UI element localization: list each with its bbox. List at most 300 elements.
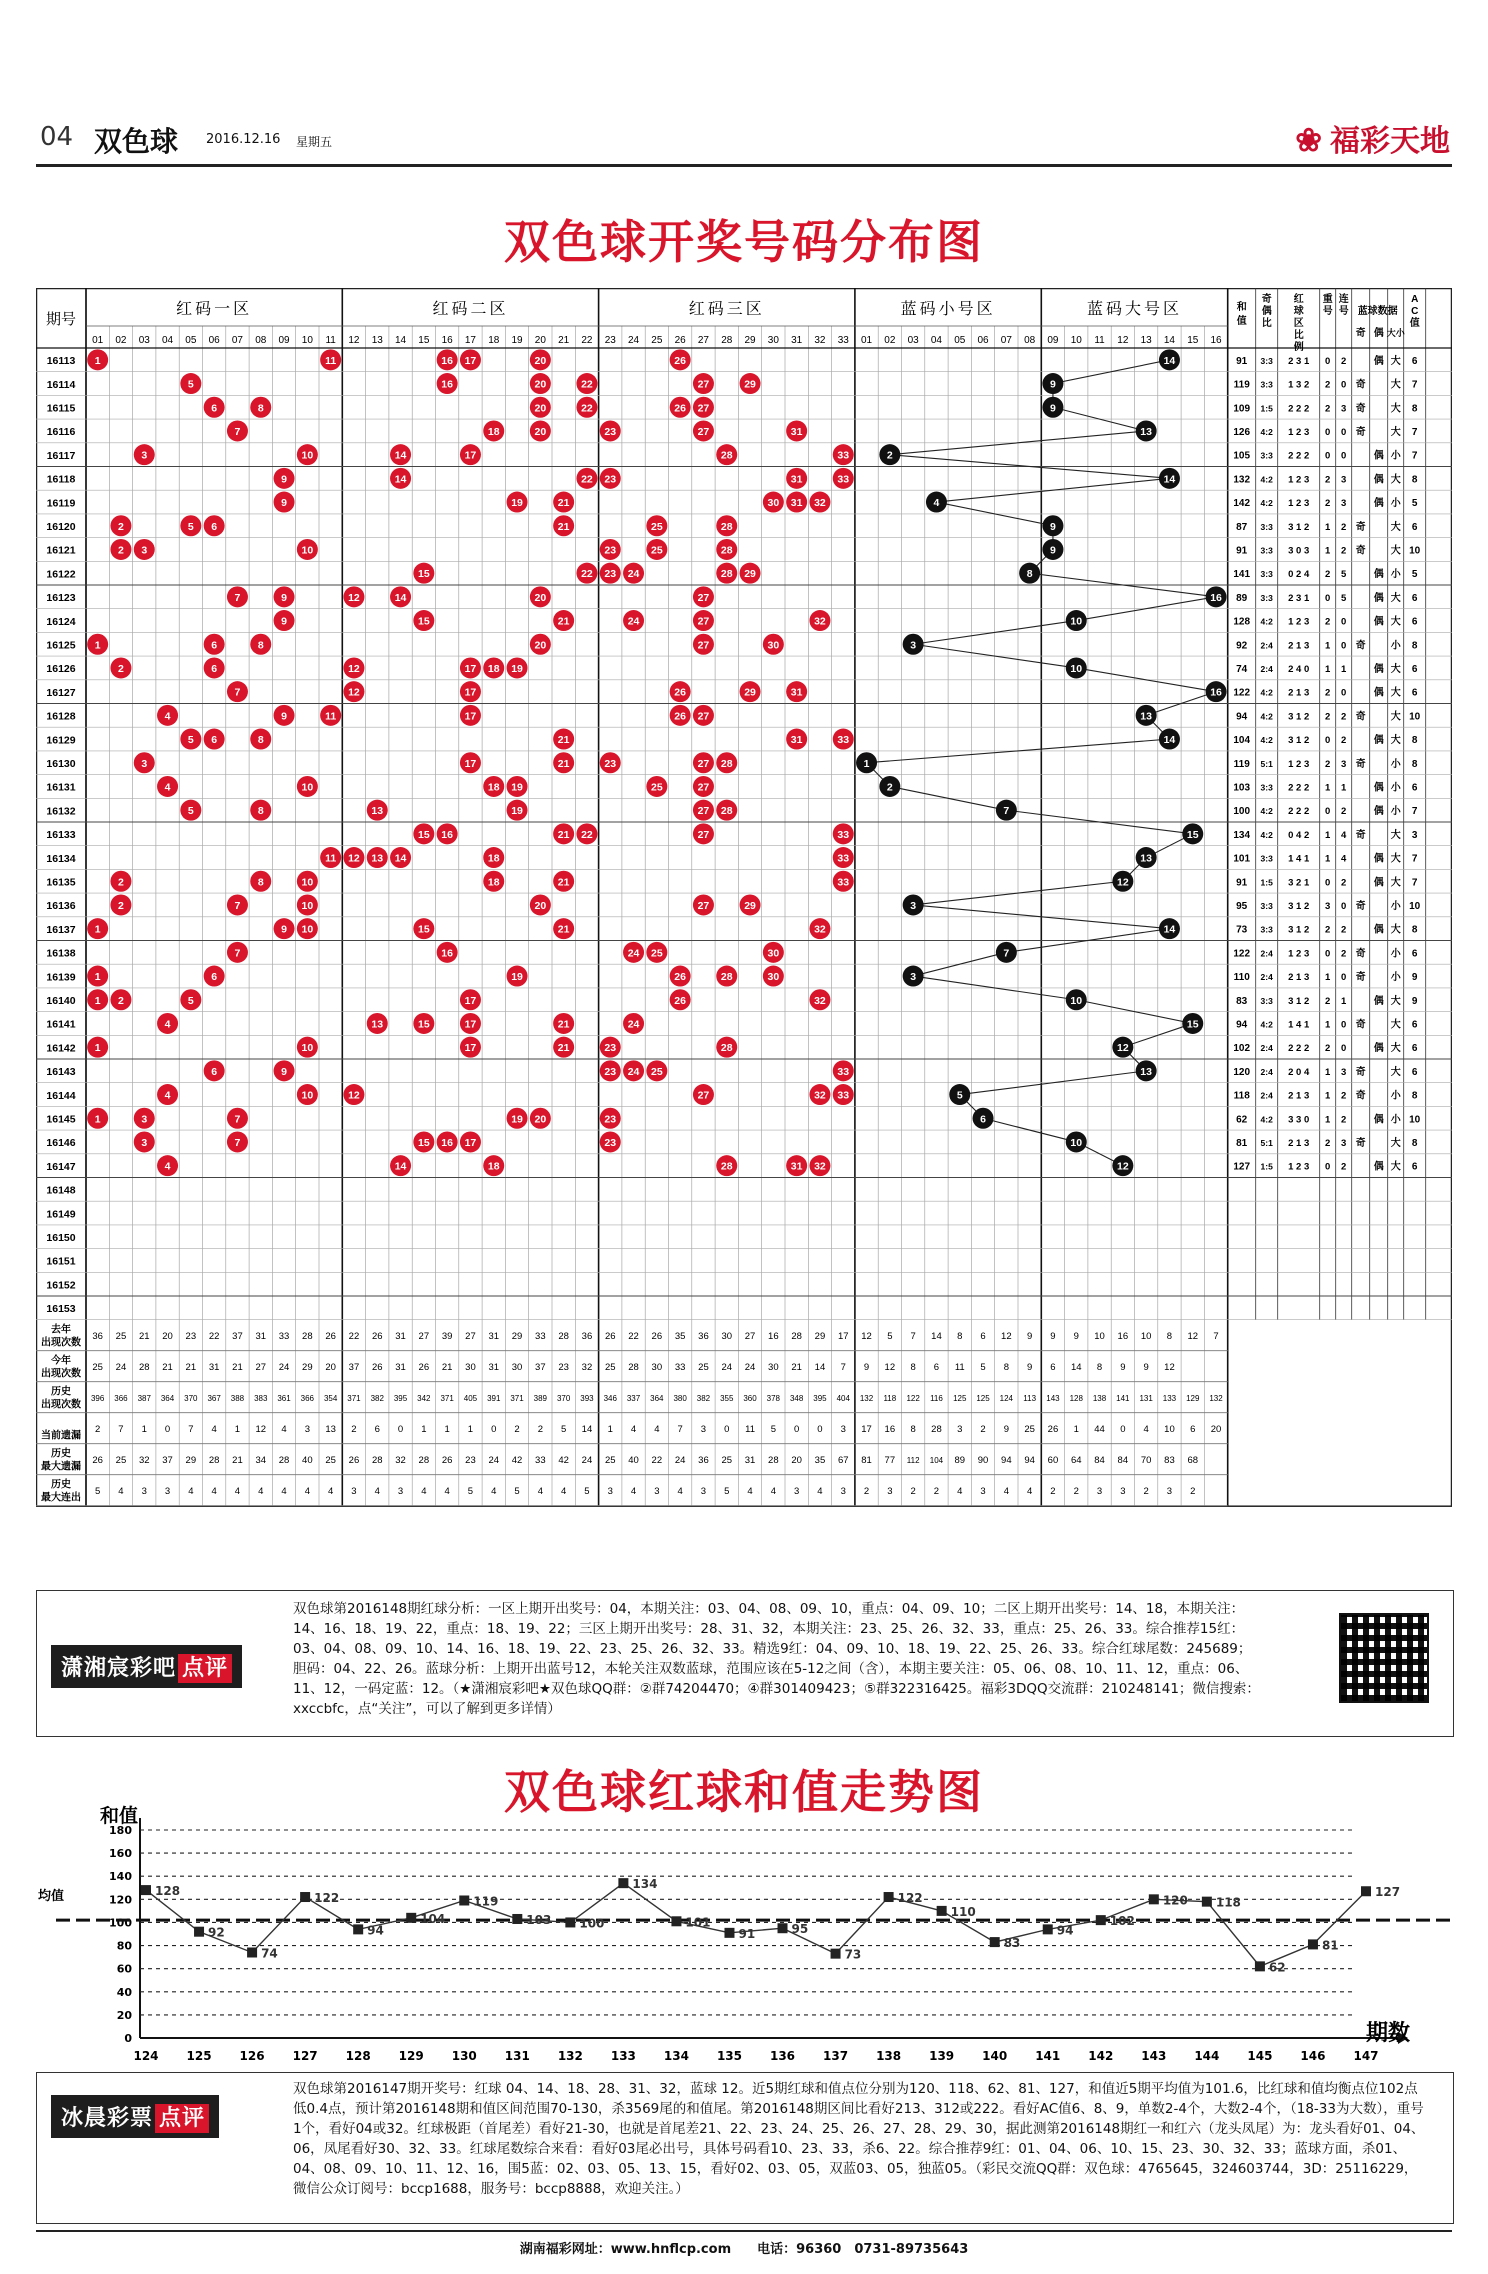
stat-header: 值 [1409,318,1420,329]
blue-odd: 奇 [1355,1137,1366,1149]
red-ball-number: 4 [164,1018,171,1031]
period-header: 期号 [45,311,77,328]
odd-even-ratio: 2:4 [1260,640,1273,651]
period-label: 16137 [46,923,76,936]
red-ball-number: 23 [604,568,617,581]
blue-ball-number: 2 [886,449,893,462]
consecutive-count: 0 [1341,1019,1347,1031]
stat-value: 4 [444,1486,450,1498]
red-ball-number: 6 [211,662,218,675]
trend-point [1043,1924,1053,1934]
stat-value: 28 [558,1331,569,1343]
period-label: 16138 [46,947,76,960]
stat-value: 81 [861,1455,872,1467]
zone-ratio: 1 2 3 [1288,758,1310,770]
repeat-count: 2 [1325,569,1331,581]
sum-value: 91 [1236,355,1248,367]
red-ball-number: 15 [418,1018,430,1031]
stat-value: 28 [768,1455,779,1467]
x-tick-label: 129 [398,2049,424,2060]
zone-ratio: 2 1 3 [1288,972,1310,984]
blue-size: 大 [1390,853,1401,865]
red-ball-number: 10 [301,449,314,462]
trend-data-label: 83 [1003,1936,1021,1951]
blue-size: 小 [1390,900,1401,912]
odd-even-ratio: 2:4 [1260,663,1273,674]
red-ball-number: 9 [281,923,287,936]
blue-ball-number: 12 [1117,1042,1129,1055]
stat-header: 比 [1261,318,1272,329]
blue-odd: 奇 [1355,521,1366,533]
red-ball-number: 10 [301,781,314,794]
stat-value: 8 [910,1362,916,1374]
stat-value: 7 [118,1424,124,1436]
stat-value: 4 [747,1486,753,1498]
sum-value: 134 [1233,829,1251,841]
blue-ball-number: 14 [1163,354,1176,367]
ac-value: 6 [1411,592,1418,604]
sum-value: 103 [1233,782,1251,794]
stat-value: 4 [118,1486,124,1498]
red-ball-number: 22 [581,378,593,391]
zone-ratio: 3 1 2 [1288,711,1310,723]
stat-value: 25 [604,1455,616,1467]
stat-value: 14 [931,1331,942,1343]
stat-value: 67 [837,1455,849,1467]
zone-ratio: 2 2 2 [1288,806,1310,818]
col-number-label: 09 [278,335,290,346]
stat-value: 25 [1024,1424,1035,1436]
red-ball-number: 20 [534,899,547,912]
col-number-label: 07 [231,335,244,346]
blue-even: 偶 [1373,1043,1384,1055]
stat-value: 10 [1164,1424,1175,1436]
odd-even-ratio: 4:2 [1260,1019,1273,1030]
x-tick-label: 135 [716,2049,743,2060]
stat-value: 4 [304,1486,310,1498]
stat-value: 7 [188,1424,194,1436]
sum-value: 87 [1236,521,1248,533]
trend-data-label: 110 [950,1904,976,1919]
sum-value: 122 [1233,687,1251,699]
stat-value: 30 [465,1362,476,1374]
ac-value: 8 [1411,1090,1418,1102]
stat-value: 42 [511,1455,523,1467]
stat-value: 16 [884,1424,896,1436]
stat-value: 5 [561,1424,567,1436]
stat-row-label: 历史 [51,1479,71,1491]
stat-header: 值 [1236,316,1247,327]
red-ball-number: 28 [720,757,733,770]
y-tick-label: 160 [109,1847,132,1861]
repeat-count: 2 [1325,616,1331,628]
blue-size: 大 [1390,592,1401,604]
red-ball-number: 25 [651,544,663,557]
stat-value: 4 [677,1486,683,1498]
red-ball-number: 23 [604,1065,617,1078]
ac-value: 6 [1411,687,1418,699]
stat-value: 4 [654,1424,660,1436]
red-ball-number: 3 [141,449,148,462]
stat-value: 8 [1003,1362,1009,1374]
col-number-label: 22 [581,335,593,346]
period-label: 16119 [46,497,76,510]
stat-value: 4 [421,1486,427,1498]
col-number-label: 14 [394,335,407,346]
blue-ball-number: 3 [910,899,917,912]
stat-value: 5 [514,1486,520,1498]
zone-ratio: 0 4 2 [1288,829,1310,841]
red-ball-number: 4 [164,781,171,794]
period-label: 16141 [46,1018,76,1031]
blue-ball-number: 13 [1140,425,1152,438]
blue-size: 小 [1390,1114,1401,1126]
red-ball-number: 17 [464,354,477,367]
red-ball-number: 21 [557,734,570,747]
red-ball-number: 17 [464,449,477,462]
red-ball-number: 19 [511,497,523,510]
stat-value: 0 [164,1424,171,1436]
x-tick-label: 136 [769,2049,796,2060]
stat-value: 60 [1047,1455,1059,1467]
ac-value: 7 [1411,426,1418,438]
consecutive-count: 5 [1341,569,1347,581]
trend-point [671,1916,681,1926]
blue-size: 大 [1390,355,1401,367]
trend-point [353,1924,363,1934]
period-label: 16113 [46,355,76,368]
red-ball-number: 28 [720,449,733,462]
stat-value: 2 [1073,1486,1079,1498]
red-ball-number: 21 [557,520,570,533]
odd-even-ratio: 2:4 [1260,1066,1273,1077]
red-ball-number: 27 [697,1089,710,1102]
repeat-count: 1 [1325,1019,1331,1031]
red-ball-number: 33 [837,1065,850,1078]
red-ball-number: 28 [720,805,733,818]
zone-ratio: 2 3 1 [1288,592,1310,604]
consecutive-count: 2 [1341,1161,1347,1173]
stat-value: 3 [141,1486,147,1498]
stat-value: 26 [418,1362,430,1374]
blue-ball-number: 3 [910,971,917,984]
stat-value: 3 [840,1424,846,1436]
stat-value: 24 [744,1362,756,1374]
stat-value: 342 [417,1394,431,1404]
col-number-label: 02 [884,335,896,346]
period-label: 16123 [46,592,76,605]
blue-size: 大 [1390,877,1401,889]
stat-value: 33 [535,1331,546,1343]
period-label: 16114 [46,378,76,391]
red-ball-number: 20 [534,1113,547,1126]
red-ball-number: 32 [814,994,826,1007]
stat-value: 2 [910,1486,916,1498]
stat-value: 2 [933,1486,940,1498]
stat-value: 391 [487,1394,501,1404]
trend-data-label: 74 [261,1946,278,1961]
stat-value: 1 [1073,1424,1079,1436]
red-ball-number: 14 [394,852,407,865]
stat-value: 29 [185,1455,197,1467]
red-ball-number: 18 [487,781,500,794]
red-ball-number: 17 [464,686,477,699]
blue-ball-number: 9 [1050,378,1056,391]
stat-value: 25 [92,1362,103,1374]
consecutive-count: 1 [1341,995,1347,1007]
red-ball-number: 28 [720,520,733,533]
red-ball-number: 16 [441,1136,453,1149]
stat-value: 8 [957,1331,963,1343]
stat-value: 132 [859,1394,874,1404]
red-ball-number: 29 [744,378,756,391]
red-ball-number: 14 [394,449,407,462]
section-title: 双色球 [94,125,179,158]
red-ball-number: 16 [441,828,453,841]
trend-data-label: 119 [473,1894,499,1909]
blue-size: 大 [1390,829,1401,841]
stat-value: 8 [1096,1362,1103,1374]
stat-value: 24 [488,1455,500,1467]
blue-ball-number: 7 [1003,805,1010,818]
repeat-count: 1 [1325,829,1331,841]
consecutive-count: 5 [1341,592,1347,604]
analysis-box-1 [36,1590,1454,1737]
y-tick-label: 40 [116,1985,132,1999]
red-ball-number: 12 [348,662,360,675]
blue-ball-number: 15 [1186,828,1199,841]
blue-odd: 奇 [1355,545,1366,557]
blue-ball-number: 13 [1140,710,1152,723]
consecutive-count: 0 [1341,426,1347,438]
qr-code-icon[interactable] [1339,1613,1429,1703]
trend-point [1202,1897,1212,1907]
blue-ball-number: 4 [933,497,940,510]
period-label: 16153 [46,1303,76,1316]
y-tick-label: 180 [109,1824,132,1837]
col-number-label: 12 [348,335,360,346]
zone-ratio: 0 2 4 [1288,569,1310,581]
repeat-count: 2 [1325,1137,1331,1149]
stat-value: 27 [744,1331,756,1343]
period-label: 16135 [46,876,76,889]
red-ball-number: 27 [697,781,710,794]
stat-value: 4 [1143,1424,1149,1436]
stat-value: 94 [1001,1455,1012,1467]
red-ball-number: 26 [674,354,686,367]
blue-ball-number: 14 [1163,734,1176,747]
stat-header: 蓝球数据 [1357,306,1398,317]
col-number-label: 32 [814,335,826,346]
repeat-count: 1 [1325,853,1331,865]
ac-value: 8 [1411,640,1418,652]
blue-even: 偶 [1373,877,1384,889]
period-label: 16117 [46,449,76,462]
stat-value: 113 [1023,1394,1037,1404]
ac-value: 10 [1409,1114,1421,1126]
repeat-count: 0 [1325,355,1331,367]
trend-point [884,1892,894,1902]
red-ball-number: 32 [814,1089,826,1102]
red-ball-number: 1 [94,354,101,367]
stat-value: 9 [1073,1331,1079,1343]
stat-value: 21 [162,1362,173,1374]
red-ball-number: 5 [187,378,194,391]
red-ball-number: 30 [767,947,780,960]
stat-value: 354 [323,1394,338,1404]
red-ball-number: 17 [464,1042,477,1055]
red-ball-number: 1 [94,971,101,984]
trend-data-label: 118 [1215,1895,1241,1910]
sum-value: 62 [1236,1114,1248,1126]
stat-header: 偶 [1261,306,1272,317]
zone-ratio: 3 1 2 [1288,924,1310,936]
col-number-label: 19 [511,335,523,346]
stat-value: 112 [906,1456,920,1466]
odd-even-ratio: 1:5 [1260,877,1273,888]
red-ball-number: 20 [534,402,547,415]
sum-value: 104 [1233,735,1251,747]
blue-ball-number: 10 [1070,615,1083,628]
red-ball-number: 32 [814,1160,826,1173]
red-ball-number: 27 [697,425,710,438]
ac-value: 8 [1411,924,1418,936]
stat-value: 23 [185,1331,197,1343]
blue-odd: 奇 [1355,711,1366,723]
col-number-label: 15 [418,335,430,346]
stat-value: 143 [1046,1394,1060,1404]
red-ball-number: 28 [720,1042,733,1055]
red-ball-number: 2 [118,876,124,889]
consecutive-count: 1 [1341,782,1347,794]
blue-ball-number: 15 [1186,1018,1199,1031]
blue-size: 大 [1390,545,1401,557]
red-ball-number: 31 [790,734,803,747]
blue-size: 大 [1390,1137,1401,1149]
stat-value: 5 [724,1486,730,1498]
repeat-count: 1 [1325,1090,1331,1102]
period-label: 16150 [46,1232,76,1245]
odd-even-ratio: 4:2 [1260,474,1273,485]
stat-value: 2 [1050,1486,1056,1498]
stat-value: 17 [837,1331,849,1343]
stat-value: 366 [114,1394,128,1404]
red-ball-number: 15 [418,568,430,581]
red-ball-number: 22 [581,568,593,581]
red-ball-number: 8 [257,639,264,652]
red-ball-number: 10 [301,923,314,936]
stat-value: 9 [1120,1362,1126,1374]
stat-value: 32 [581,1362,593,1374]
red-ball-number: 23 [604,544,617,557]
stat-header: 奇 [1355,328,1366,339]
stat-value: 26 [441,1455,453,1467]
red-ball-number: 2 [118,994,124,1007]
stat-value: 3 [980,1486,986,1498]
stat-value: 5 [95,1486,101,1498]
stat-header: 号 [1322,306,1333,317]
red-ball-number: 11 [325,710,337,723]
red-ball-number: 17 [464,1136,477,1149]
stat-value: 125 [976,1394,990,1404]
stat-value: 36 [698,1331,709,1343]
stat-value: 370 [556,1394,571,1404]
trend-point [937,1906,947,1916]
sum-value: 105 [1233,450,1251,462]
odd-even-ratio: 4:2 [1260,829,1273,840]
stat-value: 25 [604,1362,616,1374]
blue-even: 偶 [1373,924,1384,936]
red-ball-number: 27 [697,899,710,912]
stat-row-label: 出现次数 [41,1337,81,1349]
red-ball-number: 20 [534,354,547,367]
repeat-count: 2 [1325,758,1331,770]
stat-value: 14 [814,1362,826,1374]
consecutive-count: 1 [1341,663,1347,675]
col-number-label: 15 [1187,335,1199,346]
repeat-count: 2 [1325,1043,1331,1055]
red-ball-number: 12 [348,1089,360,1102]
stat-value: 138 [1092,1394,1107,1404]
red-ball-number: 7 [234,899,241,912]
stat-value: 122 [906,1394,920,1404]
stat-value: 4 [957,1486,963,1498]
blue-size: 小 [1390,758,1401,770]
red-ball-number: 19 [511,1113,523,1126]
red-ball-number: 21 [557,497,570,510]
stat-value: 26 [92,1455,103,1467]
stat-value: 337 [626,1394,641,1404]
stat-value: 12 [884,1362,896,1374]
red-ball-number: 33 [837,1089,850,1102]
col-number-label: 25 [651,335,663,346]
consecutive-count: 2 [1341,521,1347,533]
stat-value: 8 [1166,1331,1173,1343]
x-tick-label: 134 [663,2049,689,2060]
trend-point [406,1913,416,1923]
stat-value: 5 [584,1486,590,1498]
red-ball-number: 15 [418,1136,430,1149]
stat-value: 83 [1164,1455,1175,1467]
red-ball-number: 31 [790,1160,803,1173]
stat-header: C [1411,306,1419,317]
red-ball-number: 9 [281,1065,287,1078]
repeat-count: 2 [1325,995,1331,1007]
stat-value: 34 [255,1455,267,1467]
ac-value: 6 [1411,355,1418,367]
red-ball-number: 33 [837,449,850,462]
red-ball-number: 23 [604,1113,617,1126]
y-tick-label: 80 [116,1939,132,1953]
distribution-grid [36,288,1452,1570]
header-rule [36,164,1452,167]
red-ball-number: 12 [348,591,360,604]
period-label: 16148 [46,1184,76,1197]
stat-value: 21 [441,1362,453,1374]
stat-row-label: 今年 [51,1355,71,1367]
zone-header: 红码二区 [432,301,509,318]
red-ball-number: 9 [281,615,287,628]
stat-value: 4 [561,1486,567,1498]
stat-value: 348 [789,1394,804,1404]
trend-data-label: 101 [685,1915,711,1930]
stat-value: 68 [1187,1455,1199,1467]
red-ball-number: 16 [441,947,453,960]
stat-value: 29 [814,1331,826,1343]
red-ball-number: 5 [187,734,194,747]
ac-value: 6 [1411,616,1418,628]
zone-ratio: 3 1 2 [1288,735,1310,747]
